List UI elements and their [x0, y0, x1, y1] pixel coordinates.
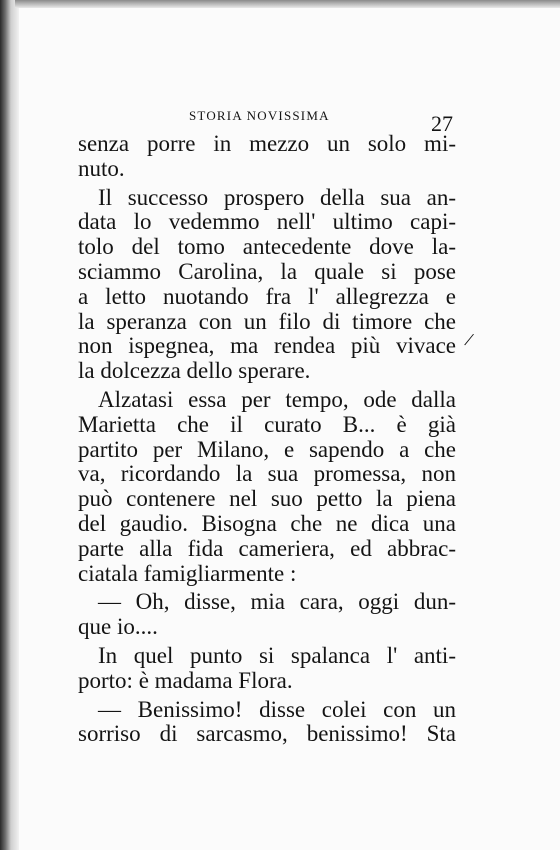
text-line: ciatala famigliarmente : — [78, 560, 297, 586]
text-line: può contenere nel suo petto la piena — [78, 486, 456, 512]
page-binding-edge — [0, 0, 19, 850]
text-line: que io.... — [78, 614, 158, 640]
text-line: tolo del tomo antecedente dove la- — [78, 234, 456, 260]
text-line: la dolcezza dello sperare. — [78, 358, 311, 384]
margin-mark: / — [462, 328, 476, 352]
text-line: sorriso di sarcasmo, benissimo! Sta — [78, 721, 456, 747]
page-number: 27 — [431, 111, 453, 136]
text-line: porto: è madama Flora. — [78, 667, 293, 693]
text-line: sciammo Carolina, la quale si pose — [78, 258, 456, 284]
text-line: In quel punto si spalanca l' anti- — [98, 642, 456, 668]
text-line: non ispegnea, ma rendea più vivace — [78, 333, 456, 359]
text-line: Marietta che il curato B... è già — [78, 411, 456, 437]
body-text — [78, 132, 456, 747]
text-line: parte alla fida cameriera, ed abbrac- — [78, 535, 456, 561]
text-line: partito per Milano, e sapendo a che — [78, 436, 456, 462]
text-line: Il successo prospero della sua an- — [98, 184, 456, 210]
text-line: del gaudio. Bisogna che ne dica una — [78, 510, 456, 536]
text-line: la speranza con un filo di timore che — [78, 308, 456, 334]
text-line: — Benissimo! disse colei con un — [98, 696, 456, 722]
text-line: a letto nuotando fra l' allegrezza e — [78, 283, 456, 309]
text-line: senza porre in mezzo un solo mi- — [78, 131, 456, 156]
running-head: STORIA NOVISSIMA — [189, 108, 330, 123]
text-line: va, ricordando la sua promessa, non — [78, 461, 456, 487]
text-line: — Oh, disse, mia cara, oggi dun- — [98, 589, 456, 615]
text-line: data lo vedemmo nell' ultimo capi- — [78, 209, 456, 235]
text-line: nuto. — [78, 155, 125, 181]
page-top-edge — [15, 0, 560, 8]
text-line: Alzatasi essa per tempo, ode dalla — [98, 386, 456, 412]
